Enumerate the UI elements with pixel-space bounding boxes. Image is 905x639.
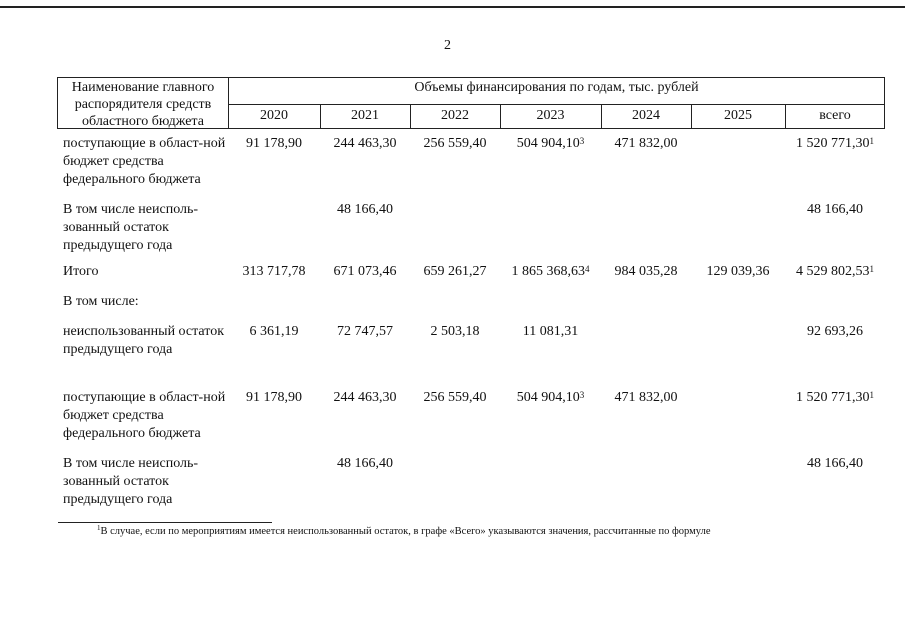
table-cell [320, 323, 410, 341]
funding-group-header: Объемы финансирования по годам, тыс. рублей [414, 80, 699, 95]
table-cell [500, 389, 601, 407]
table-cell [410, 263, 500, 281]
cell-value: 984 035,28 [614, 264, 678, 279]
table-cell [601, 389, 691, 407]
first-column-header: Наименование главного распорядителя средств областного бюджета [71, 80, 215, 129]
cell-value: 11 081,31 [522, 324, 579, 339]
footnote-reference: 1 [869, 136, 874, 146]
cell-value: 129 039,36 [706, 264, 770, 279]
cell-value: 671 073,46 [333, 264, 397, 279]
row-label: неиспользованный остаток предыдущего года [63, 324, 224, 357]
table-cell [320, 455, 410, 473]
footnote-mark: 1 [97, 524, 101, 532]
cell-value: 91 178,90 [246, 136, 302, 151]
footnote-reference: 3 [579, 390, 585, 400]
table-cell [785, 263, 885, 281]
footnote-reference: 1 [869, 264, 874, 274]
page-number: 2 [444, 38, 451, 53]
table-cell [785, 135, 885, 153]
cell-value: 256 559,40 [423, 390, 487, 405]
row-label: В том числе неисполь-зованный остаток предыдущего года [63, 456, 199, 507]
cell-value: 48 166,40 [337, 456, 393, 471]
cell-value: 48 166,40 [807, 202, 863, 217]
table-cell [601, 135, 691, 153]
footnote-reference: 4 [585, 264, 590, 274]
cell-value: 256 559,40 [423, 136, 487, 151]
row-label: поступающие в област-ной бюджет средства федерального бюджета [63, 390, 226, 441]
table-cell [691, 263, 785, 281]
footnote-reference: 1 [869, 390, 874, 400]
row-label: В том числе неисполь-зованный остаток предыдущего года [63, 202, 199, 253]
cell-value: 6 361,19 [249, 324, 299, 339]
cell-value: 92 693,26 [807, 324, 863, 339]
table-cell [320, 201, 410, 219]
table-cell [228, 389, 320, 407]
table-cell [785, 455, 885, 473]
footnote-text: В случае, если по мероприятиям имеется неиспользованный остаток, в графе «Всего» указываются значения, рассчитанные по формуле [100, 526, 711, 537]
table-cell [320, 389, 410, 407]
cell-value: 72 747,57 [337, 324, 393, 339]
column-header-2020: 2020 [260, 108, 288, 123]
table-cell [785, 389, 885, 407]
cell-value: 659 261,27 [423, 264, 487, 279]
cell-value: 48 166,40 [807, 456, 863, 471]
column-header-total: всего [819, 108, 851, 123]
cell-value: 313 717,78 [242, 264, 306, 279]
table-cell [228, 263, 320, 281]
column-header-2023: 2023 [536, 108, 565, 123]
row-label: поступающие в област-ной бюджет средства федерального бюджета [63, 136, 226, 187]
top-border-line [0, 6, 905, 8]
cell-value: 504 904,10 [516, 390, 580, 405]
column-header-2024: 2024 [632, 108, 660, 123]
cell-value: 1 520 771,30 [796, 390, 870, 405]
table-cell [785, 201, 885, 219]
table-cell [500, 323, 601, 341]
table-cell [500, 263, 601, 281]
column-header-2022: 2022 [441, 108, 469, 123]
table-cell [228, 135, 320, 153]
cell-value: 471 832,00 [614, 136, 678, 151]
cell-value: 48 166,40 [337, 202, 393, 217]
cell-value: 91 178,90 [246, 390, 302, 405]
table-cell [410, 135, 500, 153]
column-header-2021: 2021 [351, 108, 379, 123]
footnote [97, 526, 710, 537]
header-subrule [228, 104, 885, 105]
row-label: Итого [63, 264, 99, 279]
footnote-rule [58, 522, 272, 523]
cell-value: 4 529 802,53 [796, 264, 870, 279]
table-cell [228, 323, 320, 341]
table-cell [500, 135, 601, 153]
cell-value: 2 503,18 [430, 324, 480, 339]
cell-value: 244 463,30 [333, 390, 397, 405]
table-cell [320, 135, 410, 153]
cell-value: 471 832,00 [614, 390, 678, 405]
table-cell [601, 263, 691, 281]
row-label: В том числе: [63, 294, 139, 309]
table-cell [410, 389, 500, 407]
footnote-reference: 3 [579, 136, 585, 146]
cell-value: 1 520 771,30 [796, 136, 870, 151]
table-cell [320, 263, 410, 281]
cell-value: 244 463,30 [333, 136, 397, 151]
table-cell [785, 323, 885, 341]
table-cell [410, 323, 500, 341]
cell-value: 504 904,10 [516, 136, 580, 151]
cell-value: 1 865 368,63 [511, 264, 585, 279]
column-header-2025: 2025 [724, 108, 752, 123]
